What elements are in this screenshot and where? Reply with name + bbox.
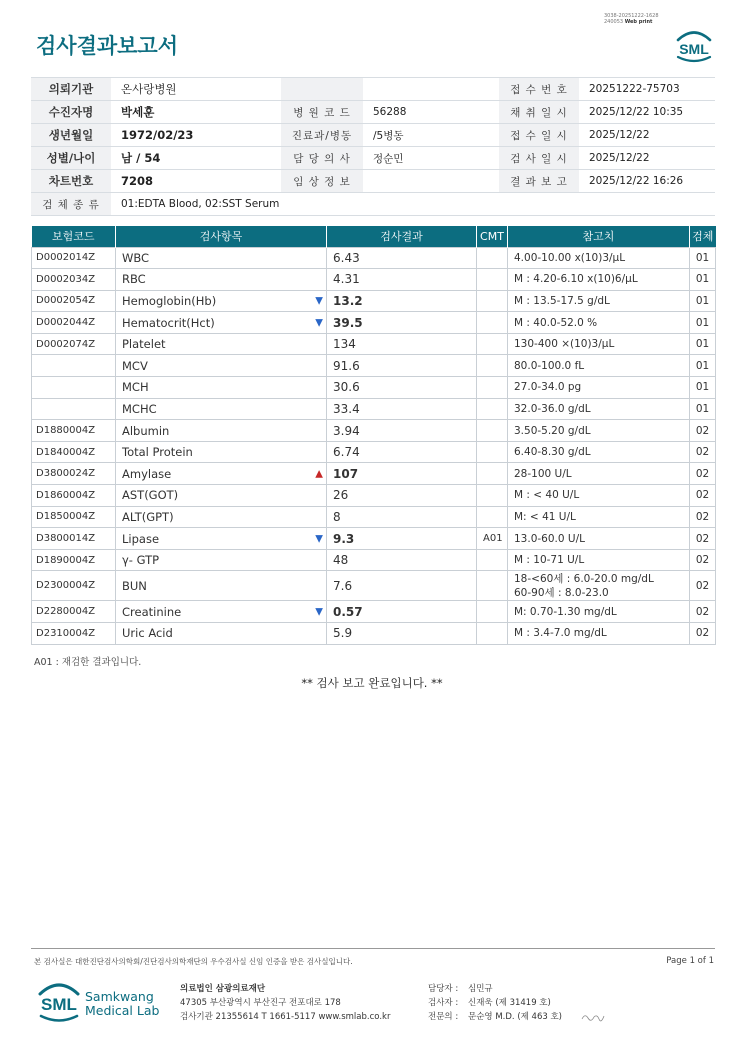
table-row (32, 290, 716, 312)
table-row (32, 312, 716, 334)
results-table (31, 226, 716, 645)
reference-range (508, 571, 690, 601)
test-item-name: MCV (122, 358, 148, 373)
info-label: 접 수 일 시 (499, 124, 579, 147)
insurance-code: D3800014Z (32, 528, 116, 550)
specimen-code: 01 (690, 377, 716, 399)
column-header: CMT (477, 226, 508, 247)
info-label (281, 78, 363, 101)
low-flag-icon: ▼ (315, 295, 323, 307)
table-row (32, 485, 716, 507)
info-row (31, 147, 715, 170)
specimen-code: 02 (690, 571, 716, 601)
info-value: 20251222-75703 (579, 78, 715, 101)
specimen-code: 02 (690, 528, 716, 550)
insurance-code: D1890004Z (32, 549, 116, 571)
specimen-code: 01 (690, 247, 716, 269)
info-row (31, 124, 715, 147)
print-mode: Web print (624, 19, 653, 25)
reference-range-text: 32.0-36.0 g/dL (514, 402, 591, 415)
test-result: 30.6 (327, 377, 477, 399)
info-label: 차트번호 (31, 170, 111, 193)
table-row (32, 333, 716, 355)
specimen-code: 01 (690, 355, 716, 377)
reference-range-text: M : 40.0-52.0 % (514, 316, 598, 329)
comment-code (477, 549, 508, 571)
comment-code (477, 623, 508, 645)
insurance-code (32, 377, 116, 399)
reference-range (508, 601, 690, 623)
test-item-name: Creatinine (122, 604, 182, 619)
info-row (31, 170, 715, 193)
info-label: 임 상 정 보 (281, 170, 363, 193)
test-result: 5.9 (327, 623, 477, 645)
info-value: 2025/12/22 (579, 147, 715, 170)
test-item-name: ALT(GPT) (122, 509, 174, 524)
certification-text: 본 검사실은 대한진단검사의학회/진단검사의학재단의 우수검사실 신임 인증을 받은 검사실입니다. (34, 957, 353, 966)
specimen-code: 02 (690, 420, 716, 442)
brand-name (85, 990, 159, 1018)
test-item (116, 549, 327, 571)
table-row (32, 463, 716, 485)
reference-range-text: 18-<60세 : 6.0-20.0 mg/dL (514, 572, 654, 585)
reference-range (508, 528, 690, 550)
reference-range-text: 130-400 ×(10)3/μL (514, 338, 615, 351)
comment-code (477, 377, 508, 399)
reference-range (508, 355, 690, 377)
page-number: Page 1 of 1 (666, 956, 714, 966)
test-result: 6.74 (327, 441, 477, 463)
reference-range-text: M : 3.4-7.0 mg/dL (514, 627, 607, 640)
print-id-line2: 240053 (604, 19, 624, 25)
test-item (116, 528, 327, 550)
insurance-code (32, 355, 116, 377)
reference-range (508, 398, 690, 420)
info-value (363, 78, 499, 101)
info-value-text: 온사랑병원 (121, 82, 177, 96)
patient-info-table (31, 77, 715, 216)
test-result: 7.6 (327, 571, 477, 601)
test-item-name: Amylase (122, 466, 172, 481)
test-result: 13.2 (327, 290, 477, 312)
specimen-code: 01 (690, 312, 716, 334)
reference-range-text: 80.0-100.0 fL (514, 359, 585, 372)
specimen-code: 02 (690, 549, 716, 571)
reference-range (508, 312, 690, 334)
info-value (111, 78, 281, 101)
test-item-name: BUN (122, 578, 147, 593)
test-item (116, 601, 327, 623)
comment-code (477, 398, 508, 420)
comment-code (477, 485, 508, 507)
insurance-code (32, 398, 116, 420)
test-item-name: Albumin (122, 423, 170, 438)
column-header: 보험코드 (32, 226, 116, 247)
comment-code (477, 506, 508, 528)
reference-range (508, 420, 690, 442)
reference-range-text: M: 0.70-1.30 mg/dL (514, 605, 617, 618)
insurance-code: D2310004Z (32, 623, 116, 645)
reference-range-text: 6.40-8.30 g/dL (514, 446, 591, 459)
comment-code (477, 312, 508, 334)
reference-range (508, 485, 690, 507)
reference-range (508, 333, 690, 355)
comment-code (477, 463, 508, 485)
test-result: 0.57 (327, 601, 477, 623)
test-result: 134 (327, 333, 477, 355)
high-flag-icon: ▲ (315, 468, 323, 480)
insurance-code: D0002074Z (32, 333, 116, 355)
info-value-text: 남 / 54 (121, 151, 161, 165)
reference-range-text: 4.00-10.00 x(10)3/μL (514, 251, 626, 264)
test-item-name: WBC (122, 250, 150, 265)
info-value: /5병동 (363, 124, 499, 147)
test-result: 4.31 (327, 269, 477, 291)
reference-range-text: 60-90세 : 8.0-23.0 (514, 586, 609, 599)
reference-range (508, 269, 690, 291)
test-item (116, 398, 327, 420)
report-title: 검사결과보고서 (36, 34, 179, 58)
insurance-code: D1860004Z (32, 485, 116, 507)
info-value (111, 170, 281, 193)
staff-name: 심민규 (468, 984, 493, 994)
info-value: 정순민 (363, 147, 499, 170)
reference-range-text: M: < 41 U/L (514, 510, 576, 523)
test-item (116, 623, 327, 645)
info-value-text: 7208 (121, 174, 154, 188)
test-result: 48 (327, 549, 477, 571)
info-value: 2025/12/22 16:26 (579, 170, 715, 193)
print-id-line1: 3038-20251222-1628 (604, 13, 659, 19)
print-id (604, 13, 659, 25)
test-result: 8 (327, 506, 477, 528)
test-item (116, 333, 327, 355)
reference-range-text: M : 4.20-6.10 x(10)6/μL (514, 273, 638, 286)
info-value-text: 1972/02/23 (121, 128, 194, 142)
test-item (116, 420, 327, 442)
test-item (116, 441, 327, 463)
insurance-code: D1840004Z (32, 441, 116, 463)
info-label: 채 취 일 시 (499, 101, 579, 124)
info-value (363, 170, 499, 193)
test-item-name: MCHC (122, 401, 157, 416)
staff-name: 문순영 M.D. (제 463 호) (468, 1012, 563, 1022)
completion-message: ** 검사 보고 완료입니다. ** (301, 676, 443, 690)
info-label: 진료과/병동 (281, 124, 363, 147)
specimen-code: 02 (690, 623, 716, 645)
comment-code (477, 441, 508, 463)
insurance-code: D2280004Z (32, 601, 116, 623)
specimen-value: 01:EDTA Blood, 02:SST Serum (111, 193, 715, 216)
org-contact: 검사기관 21355614 T 1661-5117 www.smlab.co.kr (180, 1012, 391, 1022)
info-label: 의뢰기관 (31, 78, 111, 101)
comment-code (477, 601, 508, 623)
info-value: 2025/12/22 (579, 124, 715, 147)
test-item-name: Lipase (122, 531, 160, 546)
info-value: 2025/12/22 10:35 (579, 101, 715, 124)
insurance-code: D1880004Z (32, 420, 116, 442)
info-label: 결 과 보 고 (499, 170, 579, 193)
brand-line1: Samkwang (85, 989, 154, 1004)
comment-code (477, 333, 508, 355)
test-item (116, 463, 327, 485)
comment-code (477, 355, 508, 377)
test-item (116, 290, 327, 312)
table-row (32, 398, 716, 420)
test-item (116, 247, 327, 269)
staff-role: 담당자 : (428, 984, 459, 994)
signature-icon (580, 1011, 606, 1023)
test-result: 26 (327, 485, 477, 507)
test-item (116, 269, 327, 291)
test-result: 33.4 (327, 398, 477, 420)
table-row (32, 571, 716, 601)
reference-range-text: M : 13.5-17.5 g/dL (514, 294, 610, 307)
insurance-code: D3800024Z (32, 463, 116, 485)
org-address: 47305 부산광역시 부산진구 전포대로 178 (180, 998, 341, 1008)
info-value (111, 124, 281, 147)
reference-range-text: 27.0-34.0 pg (514, 381, 582, 394)
reference-range-text: M : 10-71 U/L (514, 554, 585, 567)
insurance-code: D0002054Z (32, 290, 116, 312)
insurance-code: D0002034Z (32, 269, 116, 291)
table-row (32, 549, 716, 571)
info-value: 56288 (363, 101, 499, 124)
reference-range-text: 13.0-60.0 U/L (514, 532, 585, 545)
test-item-name: Uric Acid (122, 626, 173, 641)
low-flag-icon: ▼ (315, 317, 323, 329)
reference-range (508, 441, 690, 463)
reference-range (508, 290, 690, 312)
test-item-name: AST(GOT) (122, 488, 179, 503)
svg-text:SML: SML (679, 41, 709, 57)
staff-role: 검사자 : (428, 998, 459, 1008)
specimen-code: 02 (690, 601, 716, 623)
reference-range (508, 623, 690, 645)
column-header: 참고치 (508, 226, 690, 247)
org-name: 의료법인 삼광의료재단 (180, 984, 266, 994)
test-item-name: Hematocrit(Hct) (122, 315, 215, 330)
column-header: 검사결과 (327, 226, 477, 247)
test-result: 39.5 (327, 312, 477, 334)
table-row (32, 506, 716, 528)
test-result: 107 (327, 463, 477, 485)
test-item (116, 485, 327, 507)
comment-code (477, 571, 508, 601)
insurance-code: D2300004Z (32, 571, 116, 601)
table-row (32, 528, 716, 550)
info-row (31, 101, 715, 124)
test-item-name: γ- GTP (122, 553, 160, 568)
info-label: 검 사 일 시 (499, 147, 579, 170)
table-row (32, 420, 716, 442)
comment-code (477, 269, 508, 291)
comment-code: A01 (477, 528, 508, 550)
comment-code (477, 420, 508, 442)
specimen-code: 01 (690, 333, 716, 355)
reference-range-text: 3.50-5.20 g/dL (514, 424, 591, 437)
table-row (32, 441, 716, 463)
test-result: 3.94 (327, 420, 477, 442)
reference-range (508, 463, 690, 485)
organization-info (180, 982, 390, 1024)
comment-note: A01 : 재검한 결과입니다. (34, 657, 142, 668)
column-header: 검사항목 (116, 226, 327, 247)
info-value-text: 박세훈 (121, 105, 155, 119)
info-value (111, 101, 281, 124)
specimen-row (31, 193, 715, 216)
table-row (32, 247, 716, 269)
info-label: 병 원 코 드 (281, 101, 363, 124)
reference-range (508, 549, 690, 571)
info-value (111, 147, 281, 170)
comment-code (477, 290, 508, 312)
test-result: 6.43 (327, 247, 477, 269)
info-label: 수진자명 (31, 101, 111, 124)
test-result: 9.3 (327, 528, 477, 550)
table-row (32, 601, 716, 623)
svg-text:SML: SML (41, 995, 77, 1014)
low-flag-icon: ▼ (315, 533, 323, 545)
table-row (32, 269, 716, 291)
test-item-name: Hemoglobin(Hb) (122, 293, 217, 308)
info-label: 성별/나이 (31, 147, 111, 170)
specimen-code: 02 (690, 463, 716, 485)
low-flag-icon: ▼ (315, 606, 323, 618)
table-row (32, 355, 716, 377)
test-item-name: RBC (122, 272, 146, 287)
sml-logo-icon (674, 27, 714, 63)
table-row (32, 623, 716, 645)
reference-range (508, 377, 690, 399)
test-item-name: Total Protein (122, 445, 193, 460)
test-item (116, 506, 327, 528)
test-result: 91.6 (327, 355, 477, 377)
reference-range (508, 506, 690, 528)
test-item (116, 377, 327, 399)
specimen-code: 01 (690, 269, 716, 291)
staff-role: 전문의 : (428, 1012, 459, 1022)
insurance-code: D1850004Z (32, 506, 116, 528)
staff-info (428, 982, 562, 1024)
column-header: 검체 (690, 226, 716, 247)
specimen-label: 검 체 종 류 (31, 193, 111, 216)
table-row (32, 377, 716, 399)
reference-range-text: M : < 40 U/L (514, 489, 580, 502)
specimen-code: 01 (690, 290, 716, 312)
specimen-code: 02 (690, 506, 716, 528)
info-label: 담 당 의 사 (281, 147, 363, 170)
brand-line2: Medical Lab (85, 1003, 160, 1018)
info-label: 접 수 번 호 (499, 78, 579, 101)
test-item-name: Platelet (122, 337, 166, 352)
test-item-name: MCH (122, 380, 149, 395)
insurance-code: D0002044Z (32, 312, 116, 334)
test-item (116, 571, 327, 601)
specimen-code: 02 (690, 485, 716, 507)
sml-footer-logo-icon (36, 978, 82, 1024)
test-item (116, 312, 327, 334)
reference-range-text: 28-100 U/L (514, 467, 572, 480)
comment-code (477, 247, 508, 269)
insurance-code: D0002014Z (32, 247, 116, 269)
reference-range (508, 247, 690, 269)
info-row (31, 78, 715, 101)
staff-name: 신재욱 (제 31419 호) (468, 998, 551, 1008)
specimen-code: 01 (690, 398, 716, 420)
footer-divider (31, 948, 715, 949)
specimen-code: 02 (690, 441, 716, 463)
info-label: 생년월일 (31, 124, 111, 147)
test-item (116, 355, 327, 377)
